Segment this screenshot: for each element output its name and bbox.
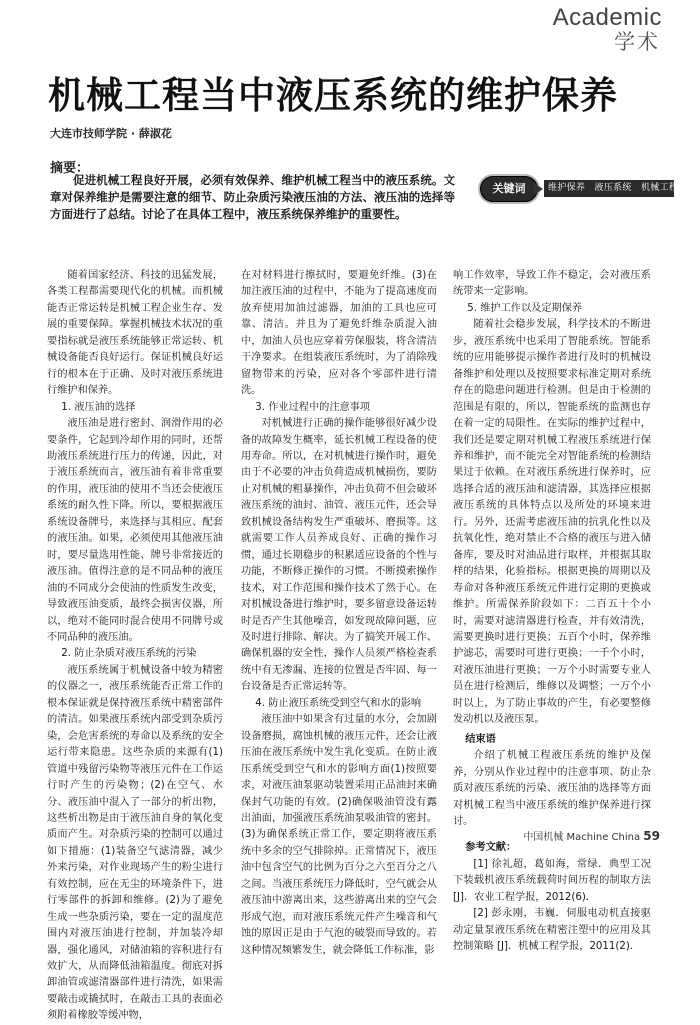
keywords-list: 维护保养 液压系统 机械工程 xyxy=(544,180,674,197)
journal-name: 中国机械 xyxy=(523,832,564,843)
abstract-label: 摘要： xyxy=(50,161,90,176)
references-heading: 参考文献： xyxy=(465,842,517,854)
journal-name-en: Machine China xyxy=(566,832,641,843)
body-column-2 xyxy=(241,268,437,956)
section-heading: 1. 液压油的选择 xyxy=(61,401,136,413)
reference-item: [1] 徐礼超，葛如海，常绿．典型工况下装载机液压系统载荷时间历程的制取方法 [J]．农业工程学报，2012(6)． xyxy=(453,858,651,903)
article-title: 机械工程当中液压系统的维护保养 xyxy=(48,74,618,117)
section-heading: 2. 防止杂质对液压系统的污染 xyxy=(61,648,197,660)
abstract-text: 促进机械工程良好开展，必须有效保养、维护机械工程当中的液压系统。文章对保养维护是需要注意的细节、防止杂质污染液压油的方法、液压油的选择等方面进行了总结。讨论了在具体工程中，液压系统保养维护的重要性。 xyxy=(50,173,455,221)
paragraph: 响工作效率，导致工作不稳定，会对液压系统带来一定影响。 xyxy=(453,270,651,298)
paragraph: 液压系统属于机械设备中较为精密的仪器之一，液压系统能否正常工作的根本保证就是保持液压系统中精密部件的清洁。如果液压系统内部受到杂质污染，会危害系统的寿命以及系统的安全运行带来隐患。这些杂质的来源有(1)管道中残留污染物等液压元件在工作运行时产生的污染物；(2)在空气、水分、液压油中混入了一部分的析出物，这些析出物是由于液压油自身的氧化变质而产生。对杂质污染的控制可以通过如下措施：(1)装备空气滤清器，减少外来污染，对作业现场产生的粉尘进行有效控制，应在无尘的环境条件下，进行零部件的拆卸和维修。(2)为了避免生成一些杂质污染，要在一定的温度范围内对液压油进行控制，并加装冷却器，强化通风，对储油箱的容积进行有效扩大，从而降低油箱温度。彻底对拆卸油管或滤清器部件进行清洗，如果需要敲击或撬拭时，在敲击工具的表面必须附着橡胶等缓冲物， xyxy=(47,664,223,1022)
page-footer xyxy=(523,828,660,843)
section-label-cn: 学术 xyxy=(614,30,660,54)
keywords-box xyxy=(480,176,679,202)
paragraph: 随着国家经济、科技的迅猛发展，各类工程都需要现代化的机械。而机械能否正常运转是机械工程企业生存、发展的重要保障。掌握机械技术状况的重要指标就是液压系统能够正常运转、机械设备能否良好运行。保证机械良好运行的根本在于正确、及时对液压系统进行维护和保养。 xyxy=(47,270,223,397)
page-number: 59 xyxy=(643,829,660,843)
body-column-1 xyxy=(47,268,223,1022)
paragraph: 随着社会稳步发展，科学技术的不断进步，液压系统中也采用了智能系统。智能系统的应用能够提示操作者进行及时的机械设备维护和处理以及按照要求标准定期对系统存在的隐患问题进行检测。但是由于检测的范围是有限的，所以，智能系统的监测也存在着一定的局限性。在实际的维护过程中，我们还是要定期对机械工程液压系统进行保养和维护，而不能完全对智能系统的检测结果过于依赖。在对液压系统进行保养时，应选择合适的液压油和滤清器，其选择应根据液压系统的具体特点以及所处的环境来进行。另外，还需考虑液压油的抗乳化性以及抗氧化性，绝对禁止不合格的液压与进入储备库，要及时对油品进行取样，并根据其取样的结果，化验指标。根据更换的周期以及寿命对各种液压系统元件进行定期的更换或维护。所需保养阶段如下：二百五十个小时，需要对滤清器进行检查，并有效清洗，需要更换时进行更换；五百个小时，保养维护滤芯，需要时可进行更换；一千个小时，对液压油进行更换；一万个小时需要专业人员在进行检测后，维修以及调整；一万个小时以上，为了防止事故的产生，有必要整修发动机以及液压泵。 xyxy=(453,319,651,726)
reference-item: [2] 彭永刚，韦巍．伺服电动机直接驱动定量泵液压系统在精密注塑中的应用及其控制策略 [J]．机械工程学报，2011(2)． xyxy=(453,908,651,953)
section-heading: 4. 防止液压系统受到空气和水的影响 xyxy=(255,697,422,709)
paragraph: 介绍了机械工程液压系统的维护及保养，分别从作业过程中的注意事项、防止杂质对液压系统的污染、液压油的选择等方面对机械工程当中液压系统的维护保养进行探讨。 xyxy=(453,750,651,827)
paragraph: 在对材料进行擦拭时，要避免纤维。(3)在加注液压油的过程中，不能为了提高速度而放弃使用加油过滤器，加油的工具也应可靠、清洁。并且为了避免纤维杂质混入油中，加油人员也应穿着劳保服装，将含清洁干净要求。在组装液压系统时，为了消除残留物带来的污染，应对各个零部件进行清洗。 xyxy=(241,270,437,397)
section-label-en: Academic xyxy=(552,4,662,31)
paragraph: 液压油是进行密封、润滑作用的必要条件，它起到冷却作用的同时，还帮助液压系统进行压力的传递，因此，对于液压系统而言，液压油有着非常重要的作用，液压油的使用不当还会使液压系统的耐久性下降。所以，要根据液压系统设备牌号，来选择与其相应、配套的液压油。如果，必须使用其他液压油时，要尽量选用性能、牌号非常接近的液压油。值得注意的是不同品种的液压油的不同成分会使油的性质发生改变，导致液压油变质，最终会损害仪器，所以，绝对不能同时混合使用不同牌号或不同品种的液压油。 xyxy=(47,418,223,643)
paragraph: 对机械进行正确的操作能够很好减少设备的故障发生概率，延长机械工程设备的使用寿命。所以，在对机械进行操作时，避免由于不必要的冲击负荷造成机械损伤，要防止对机械的粗暴操作，冲击负荷不但会破坏液压系统的油封、油管、液压元件，还会导致机械设备结构发生严重破坏、磨损等。这就需要工作人员养成良好、正确的操作习惯，通过长期稳步的积累适应设备的个性与功能，不断修正操作的习惯。不断摸索操作技术，对工作范围和操作技术了然于心。在对机械设备进行维护时，要多留意设备运转时是否产生其他噪音，如发现故障问题，应及时进行排除、解决。为了搞笑开展工作、确保机器的安全性，操作人员须严格检查系统中有无渗漏、连接的位置是否牢固、每一台设备是否正常运转等。 xyxy=(241,418,437,693)
author-line: 大连市技师学院 · 薛淑花 xyxy=(50,127,172,140)
section-heading: 5. 维护工作以及定期保养 xyxy=(467,302,583,314)
conclusion-heading: 结束语 xyxy=(465,733,496,745)
keywords-label: 关键词 xyxy=(480,176,538,202)
paragraph: 液压油中如果含有过量的水分，会加剧设备磨损，腐蚀机械的液压元件，还会让液压油在液压系统中发生乳化变质。在防止液压系统受到空气和水的影响方面(1)按照要求，对液压油泵驱动装置采用正品油封来确保封气功能的有效。(2)确保吸油管没有露出油面，加强液压系统油泵吸油管的密封。(3)为确保系统正常工作，要定期将液压系统中多余的空气排除掉。正常情况下，液压油中包含空气的比例为百分之六至百分之八之间。当液压系统压力降低时，空气就会从液压油中游离出来，这些游离出来的空气会形成气泡，而对液压系统元件产生噪音和气蚀的原因正是由于气泡的破裂而导致的。若这种情况频繁发生，就会降低工作标准，影 xyxy=(241,714,437,956)
section-heading: 3. 作业过程中的注意事项 xyxy=(255,401,371,413)
arrow-right-icon xyxy=(534,183,543,195)
